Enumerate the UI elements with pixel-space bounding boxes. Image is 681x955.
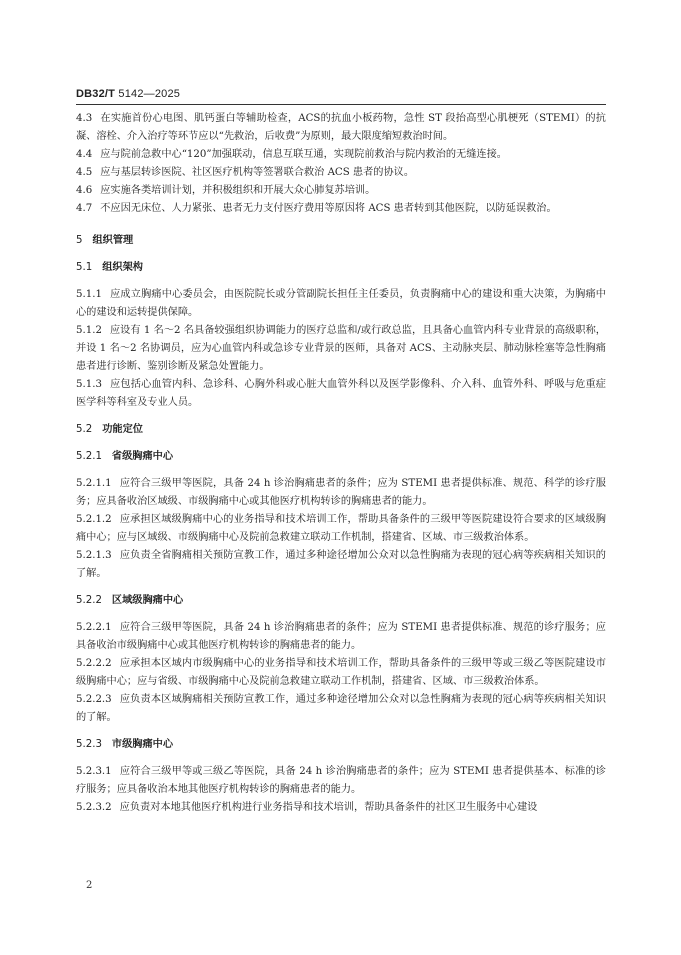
vertical-gap bbox=[76, 583, 606, 592]
clause-number: 5.2.2.3 bbox=[76, 694, 112, 705]
clause-number: 5 bbox=[76, 235, 83, 246]
subsection-heading bbox=[76, 259, 606, 277]
clause-paragraph bbox=[76, 547, 606, 583]
page-number: 2 bbox=[86, 880, 93, 891]
subsubsection-heading bbox=[76, 736, 606, 754]
vertical-gap bbox=[76, 439, 606, 448]
clause-text: 组织架构 bbox=[102, 262, 143, 273]
clause-text: 应符合三级甲等或三级乙等医院，具备 24 h 诊治胸痛患者的条件；应为 STEMI 患者提供基本、标准的诊疗服务；应具备收治本地其他医疗机构转诊的胸痛患者的能力。 bbox=[76, 766, 606, 795]
clause-number: 5.2.3.1 bbox=[76, 766, 112, 777]
clause-number: 5.2.3.2 bbox=[76, 802, 112, 813]
clause-text: 省级胸痛中心 bbox=[111, 451, 174, 462]
clause-text: 应符合三级甲等医院，具备 24 h 诊治胸痛患者的条件；应为 STEMI 患者提供标准、规范、科学的诊疗服务；应具备收治区域级、市级胸痛中心或其他医疗机构转诊的胸痛患者的能力。 bbox=[76, 478, 606, 507]
clause-paragraph bbox=[76, 322, 606, 376]
clause-number: 5.1.2 bbox=[76, 325, 102, 336]
clause-paragraph bbox=[76, 655, 606, 691]
vertical-gap bbox=[76, 412, 606, 421]
clause-text: 应负责全省胸痛相关预防宣教工作，通过多种途径增加公众对以急性胸痛为表现的冠心病等疾病相关知识的了解。 bbox=[76, 550, 606, 579]
document-body bbox=[76, 110, 606, 817]
clause-text: 应符合三级甲等医院，具备 24 h 诊治胸痛患者的条件；应为 STEMI 患者提供标准、规范的诊疗服务；应具备收治市级胸痛中心或其他医疗机构转诊的胸痛患者的能力。 bbox=[76, 622, 606, 651]
vertical-gap bbox=[76, 218, 606, 232]
clause-number: 5.2.1.2 bbox=[76, 514, 112, 525]
clause-number: 5.2.1 bbox=[76, 451, 102, 462]
clause-text: 区域级胸痛中心 bbox=[111, 595, 184, 606]
clause-paragraph bbox=[76, 799, 606, 817]
clause-paragraph bbox=[76, 511, 606, 547]
clause-number: 4.3 bbox=[76, 113, 93, 124]
clause-number: 5.2.1.1 bbox=[76, 478, 112, 489]
clause-paragraph bbox=[76, 146, 606, 164]
clause-paragraph bbox=[76, 286, 606, 322]
clause-text: 应负责本区域胸痛相关预防宣教工作，通过多种途径增加公众对以急性胸痛为表现的冠心病等疾病相关知识的了解。 bbox=[76, 694, 606, 723]
clause-number: 5.1.1 bbox=[76, 289, 102, 300]
clause-text: 应承担本区域内市级胸痛中心的业务指导和技术培训工作，帮助具备条件的三级甲等或三级乙等医院建设市级胸痛中心；应与省级、市级胸痛中心及院前急救建立联动工作机制，搭建省、区域、市三级救治体系。 bbox=[76, 658, 606, 687]
clause-number: 5.1.3 bbox=[76, 379, 102, 390]
vertical-gap bbox=[76, 610, 606, 619]
vertical-gap bbox=[76, 250, 606, 259]
clause-number: 4.5 bbox=[76, 167, 93, 178]
clause-text: 应与基层转诊医院、社区医疗机构等签署联合救治 ACS 患者的协议。 bbox=[100, 167, 415, 178]
clause-number: 5.2.1.3 bbox=[76, 550, 112, 561]
clause-number: 5.2 bbox=[76, 424, 93, 435]
clause-text: 在实施首份心电图、肌钙蛋白等辅助检查，ACS的抗血小板药物，急性 ST 段抬高型心肌梗死（STEMI）的抗凝、溶栓、介入治疗等环节应以“先救治，后收费”为原则，最大限度缩短救治时间。 bbox=[76, 113, 606, 142]
clause-paragraph bbox=[76, 376, 606, 412]
subsubsection-heading bbox=[76, 592, 606, 610]
vertical-gap bbox=[76, 754, 606, 763]
clause-paragraph bbox=[76, 200, 606, 218]
clause-paragraph bbox=[76, 164, 606, 182]
clause-text: 应设有 1 名～2 名具备较强组织协调能力的医疗总监和/或行政总监，且具备心血管内科专业背景的高级职称，并设 1 名～2 名协调员，应为心血管内科或急诊专业背景的医师，具备对 ACS、主动脉夹层、肺动脉栓塞等急性胸痛患者进行诊断、鉴别诊断及紧急处置能力。 bbox=[76, 325, 606, 372]
standard-code-prefix: DB32/T bbox=[76, 88, 116, 100]
vertical-gap bbox=[76, 727, 606, 736]
clause-paragraph bbox=[76, 110, 606, 146]
clause-number: 5.2.2.2 bbox=[76, 658, 112, 669]
subsection-heading bbox=[76, 421, 606, 439]
clause-text: 应与院前急救中心“120”加强联动，信息互联互通，实现院前救治与院内救治的无缝连接。 bbox=[100, 149, 507, 160]
clause-text: 组织管理 bbox=[92, 235, 134, 246]
clause-text: 应承担区域级胸痛中心的业务指导和技术培训工作，帮助具备条件的三级甲等医院建设符合要求的区域级胸痛中心；应与区域级、市级胸痛中心及院前急救建立联动工作机制，搭建省、区域、市三级救治体系。 bbox=[76, 514, 606, 543]
clause-number: 4.7 bbox=[76, 203, 93, 214]
section-heading bbox=[76, 232, 606, 250]
standard-code-number: 5142—2025 bbox=[118, 88, 181, 100]
vertical-gap bbox=[76, 277, 606, 286]
clause-text: 应包括心血管内科、急诊科、心胸外科或心脏大血管外科以及医学影像科、介入科、血管外科、呼吸与危重症医学科等科室及专业人员。 bbox=[76, 379, 606, 408]
clause-text: 应成立胸痛中心委员会，由医院院长或分管副院长担任主任委员，负责胸痛中心的建设和重大决策，为胸痛中心的建设和运转提供保障。 bbox=[76, 289, 606, 318]
clause-text: 应负责对本地其他医疗机构进行业务指导和技术培训，帮助具备条件的社区卫生服务中心建设 bbox=[119, 802, 538, 813]
clause-number: 5.2.3 bbox=[76, 739, 102, 750]
subsubsection-heading bbox=[76, 448, 606, 466]
clause-paragraph bbox=[76, 691, 606, 727]
clause-text: 功能定位 bbox=[102, 424, 143, 435]
clause-number: 5.2.2 bbox=[76, 595, 102, 606]
clause-paragraph bbox=[76, 182, 606, 200]
header-rule bbox=[76, 104, 606, 105]
clause-paragraph bbox=[76, 619, 606, 655]
clause-text: 市级胸痛中心 bbox=[111, 739, 174, 750]
vertical-gap bbox=[76, 466, 606, 475]
standard-code-header bbox=[76, 88, 180, 100]
clause-paragraph bbox=[76, 763, 606, 799]
clause-number: 5.1 bbox=[76, 262, 93, 273]
clause-text: 应实施各类培训计划，并积极组织和开展大众心肺复苏培训。 bbox=[100, 185, 376, 196]
clause-text: 不应因无床位、人力紧张、患者无力支付医疗费用等原因将 ACS 患者转到其他医院，以防延误救治。 bbox=[100, 203, 557, 214]
clause-paragraph bbox=[76, 475, 606, 511]
clause-number: 4.6 bbox=[76, 185, 93, 196]
clause-number: 5.2.2.1 bbox=[76, 622, 112, 633]
clause-number: 4.4 bbox=[76, 149, 93, 160]
